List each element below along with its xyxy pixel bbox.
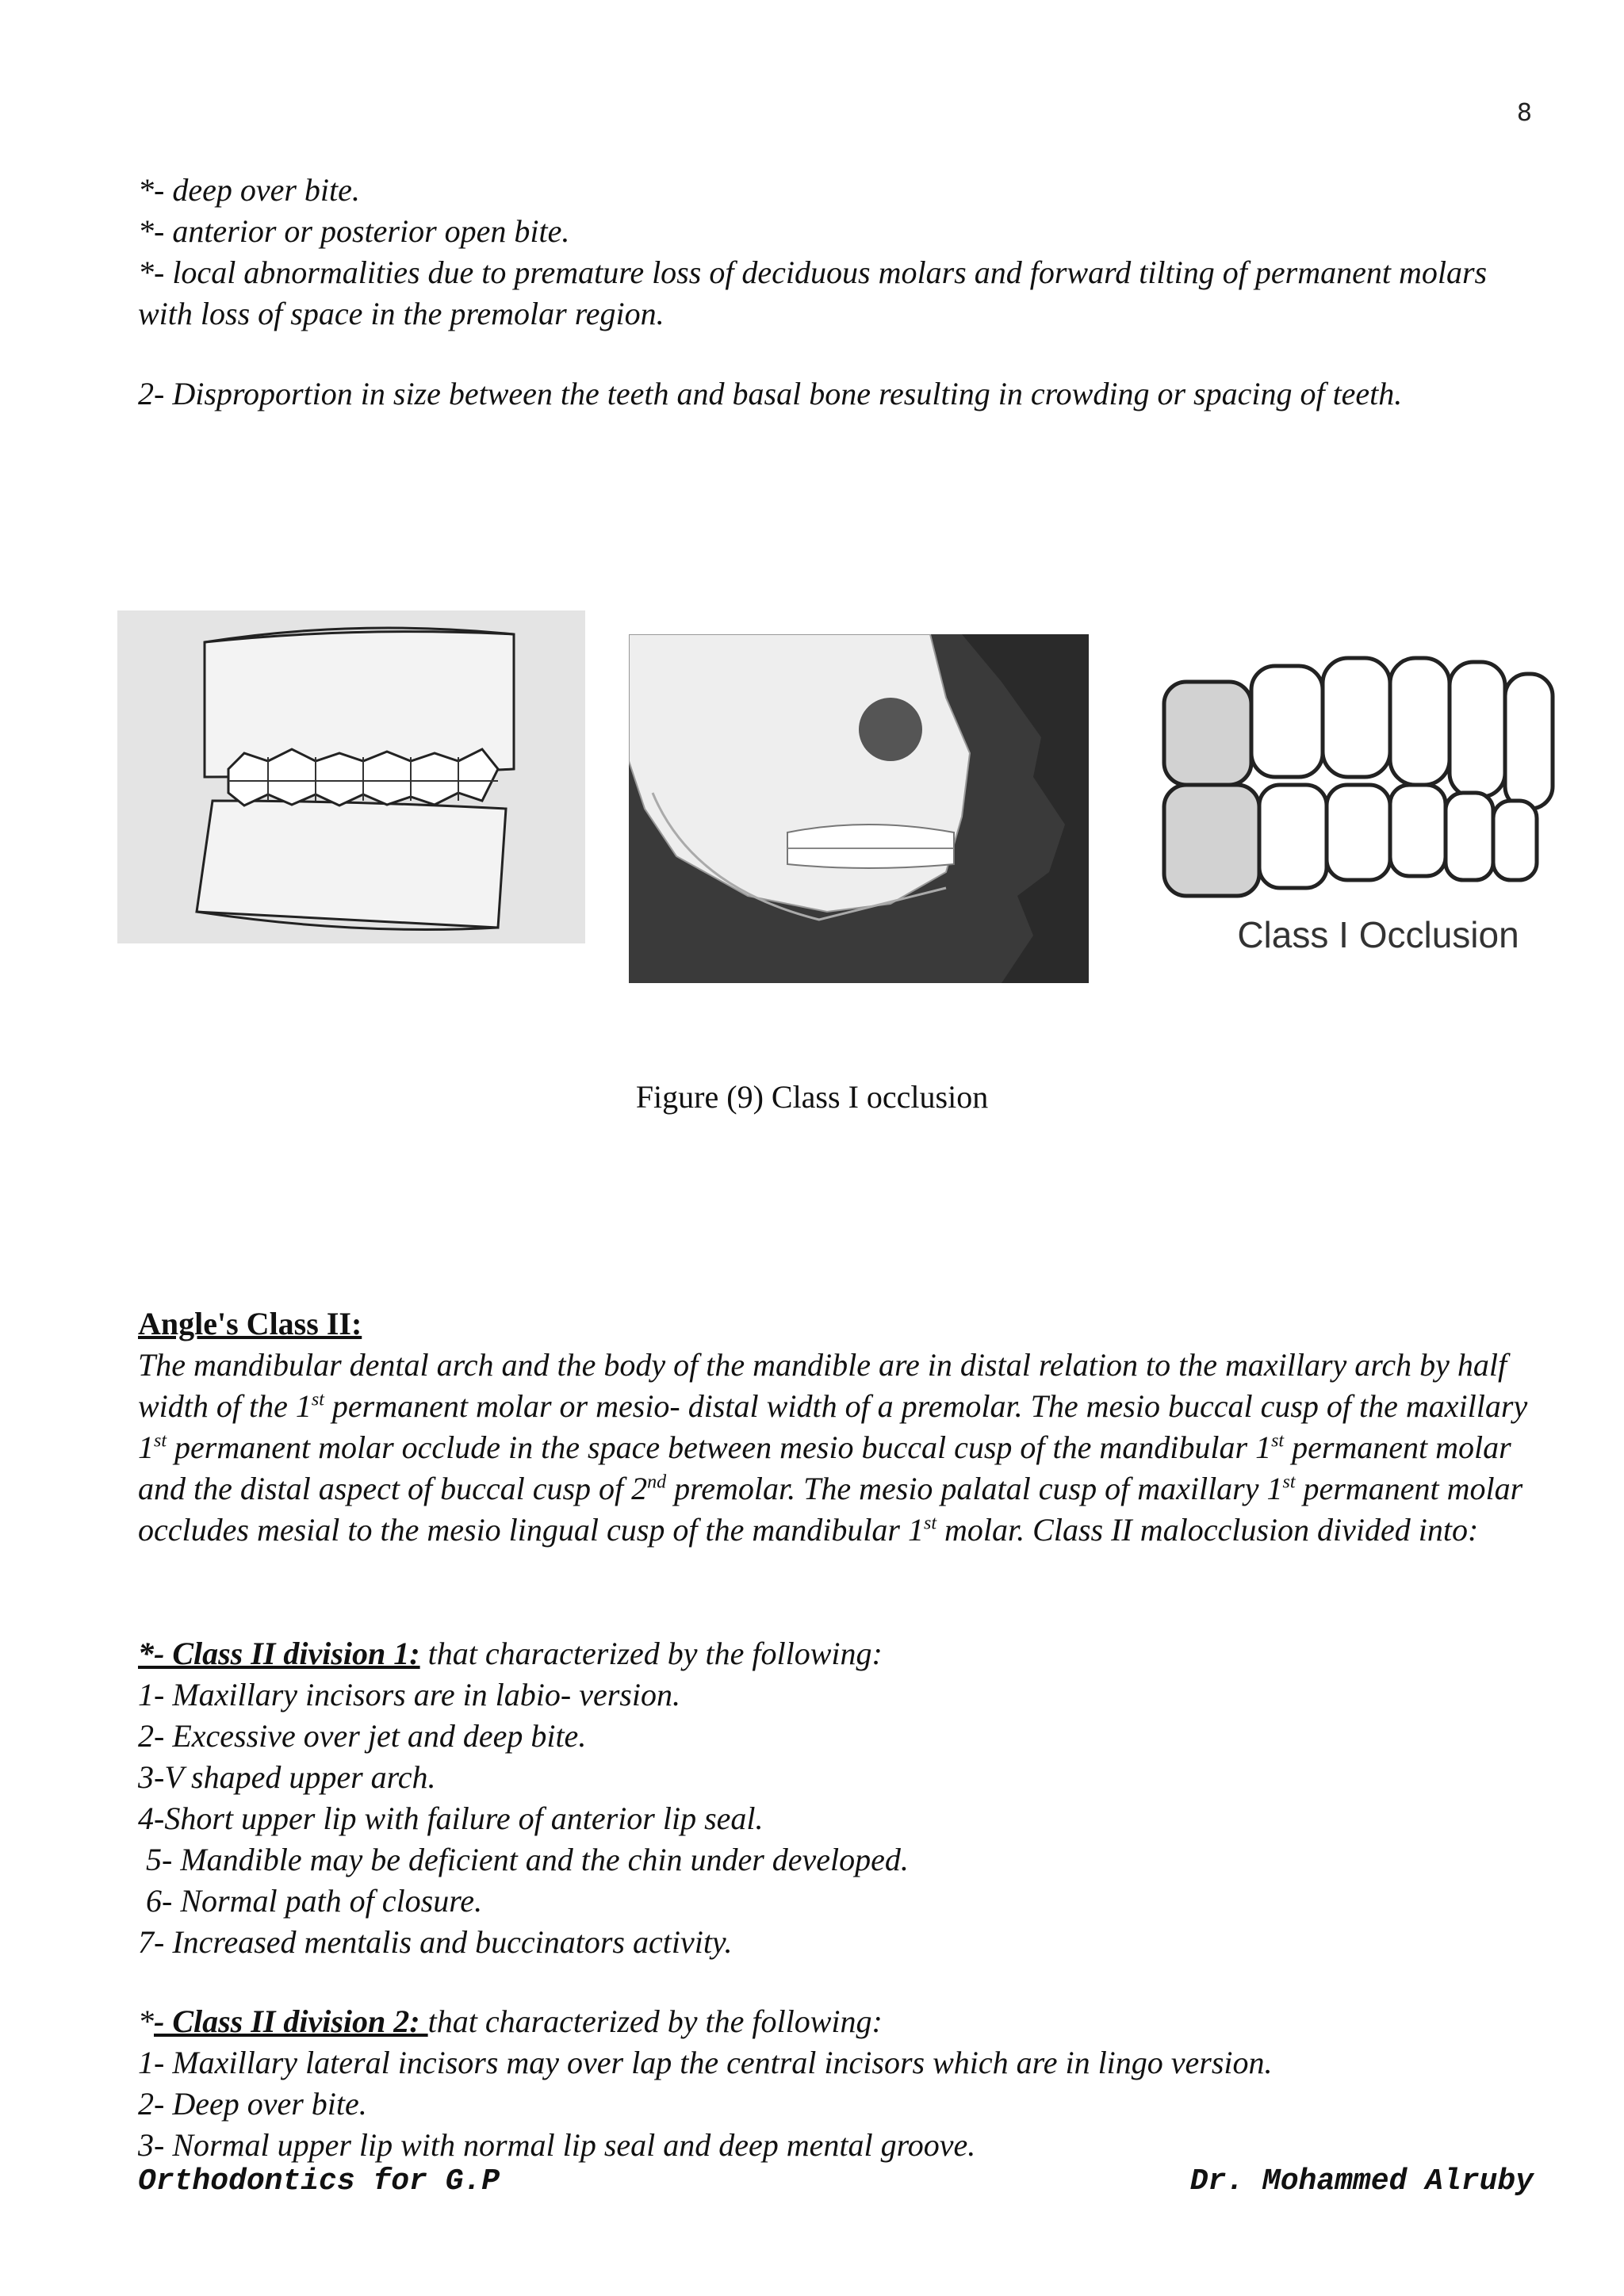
intro-item: *- local abnormalities due to premature loss of deciduous molars and forward tilting of permanent molars with loss of space in the premolar region. <box>138 254 1488 331</box>
list-item: 3-V shaped upper arch. <box>138 1759 436 1795</box>
disproportion-text: 2- Disproportion in size between the teeth and basal bone resulting in crowding or spacing of teeth. <box>138 376 1403 411</box>
skull-lateral-view-illustration <box>629 634 1089 983</box>
figure-caption: Figure (9) Class I occlusion <box>635 1079 989 1115</box>
division-1-heading: *- Class II division 1: that characterized by the following: <box>138 1636 883 1671</box>
disproportion-paragraph <box>138 373 1534 415</box>
dental-cast-illustration <box>117 610 585 943</box>
division-2-heading: *- Class II division 2: that characterized by the following: <box>138 2003 883 2039</box>
footer-author: Dr. Mohammed Alruby <box>1189 2164 1534 2198</box>
occlusion-label: Class I Occlusion <box>1237 914 1519 955</box>
section-heading: Angle's Class II: <box>138 1306 362 1341</box>
class-ii-description: The mandibular dental arch and the body of the mandible are in distal relation to the maxillary arch by half width of the 1st permanent molar or mesio- distal width of a premolar. The mesio buccal cusp of the maxillary 1st permanent molar occlude in the space between mesio buccal cusp of the mandibular 1st permanent molar and the distal aspect of buccal cusp of 2nd premolar. The mesio palatal cusp of maxillary 1st permanent molar occludes mesial to the mesio lingual cusp of the mandibular 1st molar. Class II malocclusion divided into: <box>138 1347 1528 1548</box>
list-item: 4-Short upper lip with failure of anterior lip seal. <box>138 1800 764 1836</box>
list-item: 7- Increased mentalis and buccinators activity. <box>138 1924 733 1960</box>
intro-item: *- deep over bite. <box>138 172 360 208</box>
page-number: 8 <box>1516 99 1532 127</box>
list-item: 6- Normal path of closure. <box>146 1883 483 1919</box>
class-ii-division-1 <box>138 1633 1534 1963</box>
class-ii-section <box>138 1303 1534 1551</box>
intro-item: *- anterior or posterior open bite. <box>138 213 570 249</box>
class-i-occlusion-diagram <box>1148 634 1592 967</box>
list-item: 3- Normal upper lip with normal lip seal and deep mental groove. <box>138 2127 976 2163</box>
list-item: 5- Mandible may be deficient and the chin under developed. <box>146 1842 909 1877</box>
list-item: 2- Excessive over jet and deep bite. <box>138 1718 587 1754</box>
class-ii-division-2 <box>138 2001 1534 2166</box>
footer-title: Orthodontics for G.P <box>138 2164 500 2198</box>
list-item: 1- Maxillary lateral incisors may over lap the central incisors which are in lingo version. <box>138 2045 1273 2080</box>
figure-9-images <box>117 603 1592 991</box>
list-item: 1- Maxillary incisors are in labio- version. <box>138 1677 680 1712</box>
list-item: 2- Deep over bite. <box>138 2086 367 2122</box>
intro-list <box>138 170 1534 335</box>
